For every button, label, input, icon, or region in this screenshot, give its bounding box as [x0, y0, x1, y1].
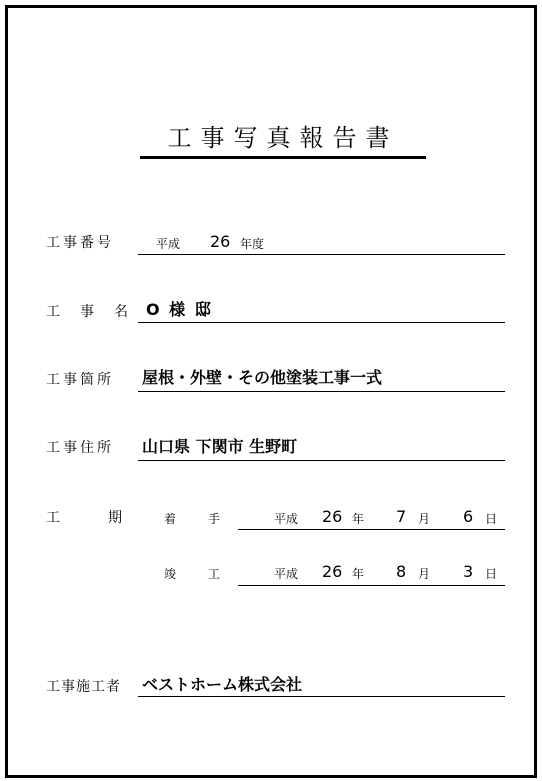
start-month: 7 [396, 507, 407, 526]
period-label-second: 期 [108, 510, 125, 526]
fiscal-year-suffix: 年度 [240, 237, 265, 251]
construction-name-line [138, 322, 505, 323]
end-year: 26 [322, 562, 343, 581]
construction-name-value: O 様 邸 [146, 300, 213, 319]
start-month-unit: 月 [418, 512, 431, 526]
start-year: 26 [322, 507, 343, 526]
end-day-unit: 日 [485, 567, 498, 581]
start-day: 6 [463, 507, 474, 526]
construction-address-line [138, 460, 505, 461]
start-year-unit: 年 [352, 512, 365, 526]
end-era: 平成 [274, 567, 299, 581]
contractor-label: 工事施工者 [46, 679, 121, 695]
start-label: 着 手 [164, 512, 231, 526]
contractor-value: ベストホーム株式会社 [142, 675, 303, 694]
construction-number-line [138, 254, 505, 255]
document-title: 工事写真報告書 [140, 120, 426, 159]
construction-name-label: 工 事 名 [46, 304, 131, 320]
construction-address-label: 工事住所 [46, 440, 114, 456]
end-month: 8 [396, 562, 407, 581]
construction-location-value: 屋根・外壁・その他塗装工事一式 [142, 368, 383, 387]
end-month-unit: 月 [418, 567, 431, 581]
construction-location-label: 工事箇所 [46, 372, 114, 388]
period-label-first: 工 [46, 510, 63, 526]
era-label: 平成 [156, 237, 181, 251]
end-date-line [238, 585, 505, 586]
start-era: 平成 [274, 512, 299, 526]
start-date-line [238, 529, 505, 530]
construction-number-label: 工事番号 [46, 235, 114, 251]
contractor-line [138, 696, 505, 697]
completion-label: 竣 工 [164, 567, 231, 581]
fiscal-year-value: 26 [210, 232, 231, 251]
construction-location-line [138, 391, 505, 392]
end-day: 3 [463, 562, 474, 581]
end-year-unit: 年 [352, 567, 365, 581]
start-day-unit: 日 [485, 512, 498, 526]
construction-address-value: 山口県 下関市 生野町 [142, 437, 298, 456]
